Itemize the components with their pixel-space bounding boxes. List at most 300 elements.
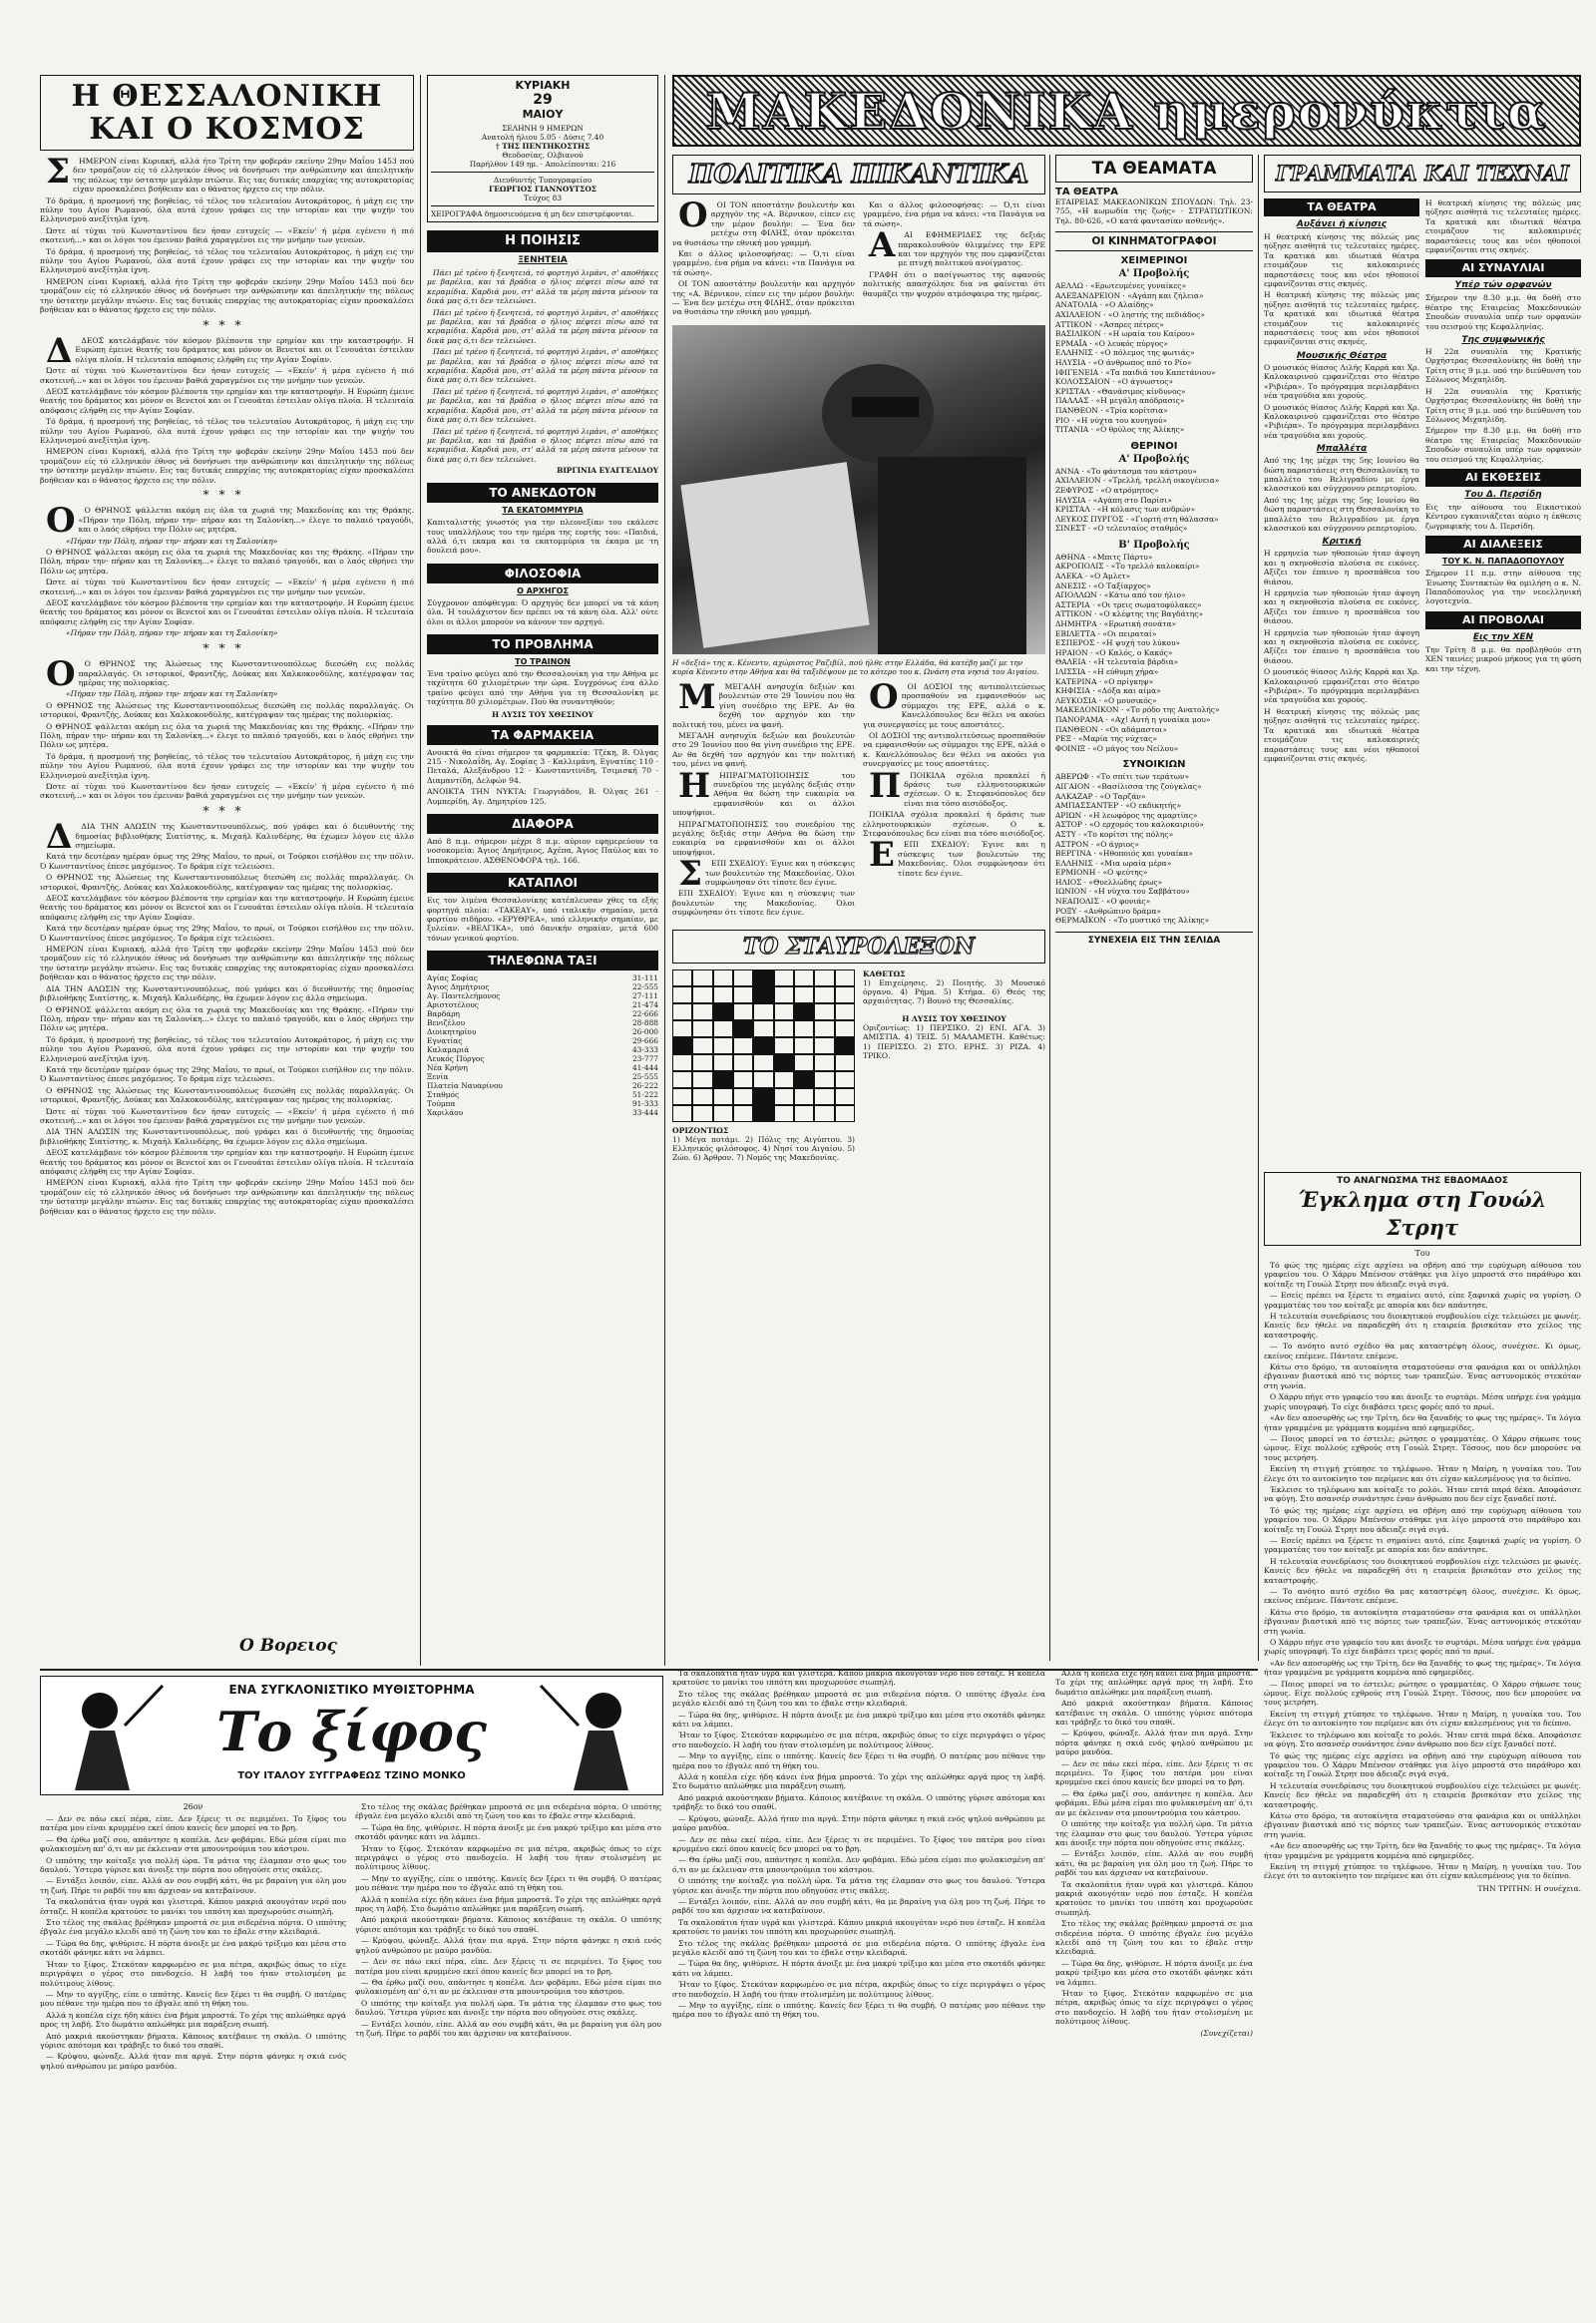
crossword-cell[interactable] xyxy=(672,969,692,986)
xifos-p9b: — Μην το αγγίξης, είπε ο ιππότης. Κανείς δεν ξέρει τι θα συμβή. Ο πατέρας μου πέθανε την ημέρα που το έβγαλε από τη θήκη του. xyxy=(355,1873,661,1893)
xifos-column-2 xyxy=(355,1802,661,2299)
crossword-cell[interactable] xyxy=(672,1054,692,1071)
anagnosma-title-main: Έγκλημα στη Γουώλ Στρητ xyxy=(1298,1187,1547,1240)
crossword-cell[interactable] xyxy=(692,1037,712,1054)
xifos-column-3 xyxy=(672,1669,1045,2299)
crossword-cell[interactable] xyxy=(835,986,855,1003)
politika-text-3: ΑΙ ΕΦΗΜΕΡΙΔΕΣ της δεξιάς παρακολουθούν θλιμμένες την ΕΡΕ και τον αρχηγόν της που εμφανίζεται με πτυχή πολιτικού ανοίγματος. xyxy=(898,230,1045,268)
anekdoton-title: ΤΟ ΑΝΕΚΔΟΤΟΝ xyxy=(427,483,658,503)
taxi-row xyxy=(427,1036,658,1045)
crossword-cell[interactable] xyxy=(672,1071,692,1088)
thessaloniki-p3d: Ώστε αί τύχαι τού Κωνσταντίνου δεν ήσαν ευτυχείς — «Εκείν' ή μέρα εγένετο ή πιό σκοτεινή...» και οι λόγοι του έμειναν βαθιά χαραγμένοι εις την μνήμην των γενεών. xyxy=(40,781,414,801)
xifos-p1: — Δεν σε πάω εκεί πέρα, είπε. Δεν ξέρεις τι σε περιμένει. Το ξίφος του πατέρα μου είναι κρυμμένο εκεί όπου κανείς δεν μπορεί να το βρη. xyxy=(40,1814,346,1833)
crossword-cell[interactable] xyxy=(814,1054,834,1071)
anagnosma-title-box xyxy=(1264,1172,1581,1246)
anagnosma-next: ΤΗΝ ΤΡΙΤΗΝ: Η συνέχεια. xyxy=(1477,1883,1581,1893)
politika-text-5: ΟΙ ΔΟΣΙΟΙ της αντιπολιτεύσεως προσπαθούν να εμφανισθούν ως σύμμαχοι της ΕΡΕ, αλλά ο κ. Κανελλόπουλος δεν θέλει να ακούει για συνεργασίες με τους αποστάτες. xyxy=(863,681,1045,729)
politika-text-9: ΕΠΙ ΣΧΕΔΙΟΥ: Έγινε και η σύσκεψις των βουλευτών της Μακεδονίας. Όλοι συμφώνησαν ότι τίποτε δεν έγινε. xyxy=(705,859,855,887)
taxi-row xyxy=(427,973,658,982)
crossword-cell[interactable] xyxy=(814,1088,834,1105)
xifos-p1b: — Δεν σε πάω εκεί πέρα, είπε. Δεν ξέρεις τι σε περιμένει. Το ξίφος του πατέρα μου είναι κρυμμένο εκεί όπου κανείς δεν μπορεί να το βρη. xyxy=(355,1957,661,1976)
cinema-entry: ΑΚΡΟΠΟΛΙΣ · «Το τρελλό καλοκαίρι» xyxy=(1055,562,1200,572)
poetry-body xyxy=(427,268,658,464)
taxi-phone-list xyxy=(427,973,658,1117)
anagnosma-body xyxy=(1264,1261,1581,1881)
crossword-cell[interactable] xyxy=(774,1105,794,1122)
xifos-p8: Ήταν το ξίφος. Στεκόταν καρφωμένο σε μια πέτρα, ακριβώς όπως το είχε περιγράψει ο γέρος στο πανδοχείο. Η λαβή του ήταν στολισμένη με πολύτιμους λίθους. xyxy=(40,1959,346,1988)
anagnosma-p3b: Η τελευταία συνεδρίασις του διοικητικού συμβουλίου είχε τελειώσει με φωνές. Κανείς δεν ήθελε να παραδεχθή ότι η εταιρεία βρισκόταν στο χείλος της καταστροφής. xyxy=(1264,1556,1581,1585)
thessaloniki-p4: ΔΕΟΣ κατελάμβανε τόν κόσμον βλέποντα την ερημίαν και την καταστροφήν. Η Ευρώπη έμεινε θεατής του δράματος και μόνον οι Βενετοί και οι Γενουάται έστειλαν ολίγα πλοία. Η τελευταία απόφασις ελήφθη εις την Αγίαν Σοφίαν. xyxy=(75,335,414,364)
crossword-cell[interactable] xyxy=(774,1071,794,1088)
xifos-p11c: Από μακριά ακούστηκαν βήματα. Κάποιος κατέβαινε τη σκάλα. Ο ιππότης γύρισε απότομα και τράβηξε το δικό του σπαθί. xyxy=(672,1792,1045,1812)
anagnosma-p9c: Εκείνη τη στιγμή χτύπησε το τηλέφωνο. Ήταν η Μαίρη, η γυναίκα του. Του έλεγε ότι το αυτοκίνητο τον περίμενε και ότι είχαν καλεσμένους για το δείπνο. xyxy=(1264,1861,1581,1881)
taxi-row xyxy=(427,1090,658,1099)
crossword-cell[interactable] xyxy=(753,1071,773,1088)
crossword-cell[interactable] xyxy=(774,1054,794,1071)
cinema-entry: ΠΑΝΘΕΟΝ · «Τρία κορίτσια» xyxy=(1055,405,1168,415)
crossword-cell[interactable] xyxy=(733,1054,753,1071)
crossword-cell[interactable] xyxy=(835,1037,855,1054)
cinema-entry: ΑΤΤΙΚΟΝ · «Άσπρες πέτρες» xyxy=(1055,319,1164,329)
crossword-cell[interactable] xyxy=(774,986,794,1003)
thessaloniki-signature: Ο Βορειος xyxy=(239,1636,337,1656)
column-rule xyxy=(1049,155,1050,1661)
kritiki-text: Η ερμηνεία των ηθοποιών ήταν άψογη και η σκηνοθεσία πλούσια σε εικόνες. Αξίζει τον έπαινο η προσπάθεια του θιάσου. xyxy=(1264,549,1419,586)
crossword-cell[interactable] xyxy=(835,969,855,986)
issue-number: Τεύχος 83 xyxy=(523,194,563,202)
xifos-p9c: — Μην το αγγίξης, είπε ο ιππότης. Κανείς δεν ξέρει τι θα συμβή. Ο πατέρας μου πέθανε την ημέρα που το έβγαλε από τη θήκη του. xyxy=(672,1751,1045,1770)
taxi-stand-name: Λευκός Πύργος xyxy=(427,1054,485,1064)
cinema-entry: ΑΕΛΛΩ · «Ερωτευμένες γυναίκες» xyxy=(1055,281,1187,291)
crossword-cell[interactable] xyxy=(692,1088,712,1105)
provoles-sub: Εις την ΧΕΝ xyxy=(1472,631,1534,642)
crossword-cell[interactable] xyxy=(733,1088,753,1105)
crossword-cell[interactable] xyxy=(794,1003,814,1020)
thessaloniki-p5b: Ο ΘΡΗΝΟΣ ψάλλεται ακόμη εις όλα τα χωριά της Μακεδονίας και της Θράκης. «Πήραν την Πόλη, πήραν την· πήραν και τη Σαλονίκη...» έλεγε το παλαιό τραγούδι, και ο λαός εθρήνει την Πόλιν ως μητέρα. xyxy=(40,548,414,576)
crossword-cell[interactable] xyxy=(753,986,773,1003)
crossword-cell[interactable] xyxy=(835,1105,855,1122)
xifos-p10b: Αλλά η κοπέλα είχε ήδη κάνει ένα βήμα μπροστά. Το χέρι της απλώθηκε αργά προς τη λαβή. Στο δωμάτιο απλώθηκε μια παράξενη σιωπή. xyxy=(355,1894,661,1914)
crossword-cell[interactable] xyxy=(753,1054,773,1071)
thessaloniki-p7c: ΔΙΑ ΤΗΝ ΑΛΩΣΙΝ της Κωνσταντινουπόλεως, πού γράφει και ό διευθυντής της δημοσίας βιβλιοθήκης Σιατίστης, κ. Μιχαήλ Καλινδέρης, θα έχωμεν λόγον εις άλλο σημείωμα. xyxy=(40,1127,414,1146)
separator-stars: *** xyxy=(202,640,251,655)
date-day: ΚΥΡΙΑΚΗ xyxy=(515,79,571,92)
separator-stars: *** xyxy=(202,317,251,332)
taxi-stand-name: Εγνατίας xyxy=(427,1036,463,1046)
crossword-cell[interactable] xyxy=(713,1037,733,1054)
crossword-cell[interactable] xyxy=(733,1071,753,1088)
politika-text-2: Και ο άλλος φιλοσοφήσας: — Ό,τι είναι γραμμένο, ένα ρήμα να κάνει: «τα Πανάγια να τά σώση». xyxy=(672,249,855,277)
synoikia-cinema-list xyxy=(1055,772,1253,926)
thessaloniki-verse: «Πήραν την Πόλη, πήραν την· πήραν και τη Σαλονίκη» xyxy=(66,536,278,546)
xifos-p11d: Από μακριά ακούστηκαν βήματα. Κάποιος κατέβαινε τη σκάλα. Ο ιππότης γύρισε απότομα και τράβηξε το δικό του σπαθί. xyxy=(1055,1699,1253,1728)
crossword-cell[interactable] xyxy=(692,969,712,986)
crossword-cell[interactable] xyxy=(713,1105,733,1122)
taxi-stand-name: Αριστοτέλους xyxy=(427,1000,479,1010)
crossword-cell[interactable] xyxy=(814,1003,834,1020)
thessaloniki-verse-3: «Πήραν την Πόλη, πήραν την· πήραν και τη Σαλονίκη» xyxy=(66,689,278,699)
mpaleta-text: Από της 1ης μέχρι της 5ης Ιουνίου θα δώση παραστάσεις στη Θεσσαλονίκη το μπαλλέτο του Βελιγραδίου με έργα κλασσικού και σύγχρονου ρεπερτορίου. xyxy=(1264,456,1419,494)
crossword-cell[interactable] xyxy=(835,1003,855,1020)
taxi-row xyxy=(427,1045,658,1054)
thessaloniki-title-2: ΚΑΙ Ο ΚΟΣΜΟΣ xyxy=(89,112,365,147)
crossword-cell[interactable] xyxy=(835,1088,855,1105)
taxi-phone-number: 41-444 xyxy=(631,1063,658,1073)
crossword-cell[interactable] xyxy=(733,1020,753,1037)
thessaloniki-body xyxy=(40,152,414,1216)
anagnosma-p10: Έκλεισε το τηλέφωνο και κοίταξε το ρολόι. Ήταν επτά παρά δέκα. Αποφάσισε να φύγη. Στο ασανσέρ συνάντησε έναν άνθρωπο που δεν είχε ξαναδεί ποτέ. xyxy=(1264,1484,1581,1504)
cinema-entry: ΑΘΗΝΑ · «Μπιτς Πάρτυ» xyxy=(1055,552,1153,562)
xifos-next: (Συνεχίζεται) xyxy=(1200,2028,1253,2038)
summer-cinema-list xyxy=(1055,467,1253,534)
thessaloniki-p5c: Ο ΘΡΗΝΟΣ ψάλλεται ακόμη εις όλα τα χωριά της Μακεδονίας και της Θράκης. «Πήραν την Πόλη, πήραν την· πήραν και τη Σαλονίκη...» έλεγε το παλαιό τραγούδι, και ο λαός εθρήνει την Πόλιν ως μητέρα. xyxy=(40,721,414,750)
crossword-cell[interactable] xyxy=(753,1037,773,1054)
xifos-p4: — Εντάξει λοιπόν, είπε. Αλλά αν σου συμβή κάτι, θα με βαραίνη για όλη μου τη ζωή. Πήρε το ραβδί του και άρχισαν να κατεβαίνουν. xyxy=(40,1876,346,1895)
anagnosma-chapter: Του xyxy=(1414,1249,1430,1258)
taxi-stand-name: Βαρδάρη xyxy=(427,1009,460,1019)
crossword-cell[interactable] xyxy=(672,986,692,1003)
anagnosma-p4: — Το ανόητο αυτό σχέδιο θα μας καταστρέψη όλους, συνέχισε. Κι όμως, εκείνος επέμενε. Πάντοτε επέμενε. xyxy=(1264,1342,1581,1360)
grammata-theatra-text-2: Η θεατρική κίνησις της πόλεώς μας ηύξησε αισθητά τις τελευταίες ημέρες. Τα κρατικά και ιδιωτικά θέατρα ετοιμάζουν τις καλοκαιρινές παραστάσεις τους και νέοι ηθοποιοί εμφανίζονται στις σκηνές. xyxy=(1264,290,1419,347)
cinema-entry: ΑΛΚΑΖΑΡ · «Ο Ταρζάν» xyxy=(1055,791,1146,801)
xifos-banner xyxy=(40,1676,663,1795)
cinema-entry: ΑΝΝΑ · «Το φάντασμα του κάστρου» xyxy=(1055,466,1197,476)
provlima-title: ΤΟ ΠΡΟΒΛΗΜΑ xyxy=(427,634,658,654)
taxi-phone-number: 51-222 xyxy=(631,1090,658,1100)
taxi-stand-name: Χαριλάου xyxy=(427,1108,464,1118)
provoles-title: ΑΙ ΠΡΟΒΟΛΑΙ xyxy=(1425,611,1581,629)
crossword-grid[interactable] xyxy=(672,969,855,1122)
tilefona-title: ΤΗΛΕΦΩΝΑ ΤΑΞΙ xyxy=(427,951,658,970)
taxi-stand-name: Νέα Κρήνη xyxy=(427,1063,468,1073)
crossword-cell[interactable] xyxy=(692,1105,712,1122)
anagnosma-p4b: — Το ανόητο αυτό σχέδιο θα μας καταστρέψη όλους, συνέχισε. Κι όμως, εκείνος επέμενε. Πάντοτε επέμενε. xyxy=(1264,1587,1581,1606)
winter-cinema-list xyxy=(1055,281,1253,435)
politika-text-1: ΟΙ ΤΟΝ αποστάτην βουλευτήν και αρχηγόν της «Α. Βέρνικον, είπεν εις την μέρον βουλήν: — Ένα δεν μετέχω στη ΦΙΛΗΣ, όταν πρόκειται να θυσιάσω την εθνική μου γραμμή. xyxy=(672,200,855,247)
kritiki-text-2: Η ερμηνεία των ηθοποιών ήταν άψογη και η σκηνοθεσία πλούσια σε εικόνες. Αξίζει τον έπαινο η προσπάθεια του θιάσου. xyxy=(1264,588,1419,626)
thessaloniki-p7b: ΔΙΑ ΤΗΝ ΑΛΩΣΙΝ της Κωνσταντινουπόλεως, πού γράφει και ό διευθυντής της δημοσίας βιβλιοθήκης Σιατίστης, κ. Μιχαήλ Καλινδέρης, θα έχωμεν λόγον εις άλλο σημείωμα. xyxy=(40,983,414,1003)
crossword-cell[interactable] xyxy=(692,986,712,1003)
mousiki-title: Μουσικής Θέατρα xyxy=(1296,350,1388,361)
crossword-cell[interactable] xyxy=(753,1088,773,1105)
synavlies-text-2: Σήμερον την 8.30 μ.μ. θα δοθή στο θέατρο της Εταιρείας Μακεδονικών Σπουδών συναυλία υπέρ των ορφανών του σεισμού της Κεφαλληνίας. xyxy=(1425,426,1581,464)
grammata-section xyxy=(1264,155,1581,1167)
anekdoton-subtitle: ΤΑ ΕΚΑΤΟΜΜΥΡΙΑ xyxy=(502,506,584,516)
xifos-column-1 xyxy=(40,1802,346,2299)
separator-stars: *** xyxy=(202,803,251,818)
crossword-cell[interactable] xyxy=(713,969,733,986)
crossword-cell[interactable] xyxy=(713,1088,733,1105)
crossword-cell[interactable] xyxy=(814,969,834,986)
taxi-stand-name: Καλαμαριά xyxy=(427,1045,470,1055)
crossword-cell[interactable] xyxy=(753,969,773,986)
cinema-entry: ΗΡΑΙΟΝ · «Ο Καλός, ο Κακός» xyxy=(1055,647,1173,657)
thessaloniki-title-box xyxy=(40,75,414,151)
politika-title: ΠΟΛΙΤΙΚΑ ΠΙΚΑΝΤΙΚΑ xyxy=(672,155,1045,194)
dropcap: Ο xyxy=(46,501,76,542)
crossword-cell[interactable] xyxy=(753,1020,773,1037)
grammata-intro: Η θεατρική κίνησις της πόλεώς μας ηύξησε αισθητά τις τελευταίες ημέρες. Τα κρατικά και ιδιωτικά θέατρα ετοιμάζουν τις καλοκαιρινές παραστάσεις τους και νέοι ηθοποιοί εμφανίζονται στις σκηνές. xyxy=(1425,198,1581,255)
date-number: 29 xyxy=(533,92,553,108)
xifos-p10c: Αλλά η κοπέλα είχε ήδη κάνει ένα βήμα μπροστά. Το χέρι της απλώθηκε αργά προς τη λαβή. Στο δωμάτιο απλώθηκε μια παράξενη σιωπή. xyxy=(672,1772,1045,1791)
filosofia-title: ΦΙΛΟΣΟΦΙΑ xyxy=(427,564,658,583)
crossword-cell[interactable] xyxy=(692,1071,712,1088)
crossword-cell[interactable] xyxy=(753,1105,773,1122)
theatra-text: ΕΤΑΙΡΕΙΑΣ ΜΑΚΕΔΟΝΙΚΩΝ ΣΠΟΥΔΩΝ: Τηλ. 23-755, «Η κωμωδία της ζωής» · ΣΤΡΑΤΙΩΤΙΚΟΝ: Τηλ. 80-626, «Ο κατά φαντασίαν ασθενής». xyxy=(1055,197,1253,225)
diafora-title: ΔΙΑΦΟΡΑ xyxy=(427,814,658,834)
crossword-cell[interactable] xyxy=(774,1020,794,1037)
crossword-horizontal-label: ΟΡΙΖΟΝΤΙΩΣ xyxy=(672,1125,729,1135)
crossword-cell[interactable] xyxy=(794,986,814,1003)
thessaloniki-p3b: Ώστε αί τύχαι τού Κωνσταντίνου δεν ήσαν ευτυχείς — «Εκείν' ή μέρα εγένετο ή πιό σκοτεινή...» και οι λόγοι του έμειναν βαθιά χαραγμένοι εις την μνήμην των γενεών. xyxy=(40,366,414,385)
xifos-p3b: Ο ιππότης την κοίταξε για πολλή ώρα. Τα μάτια της έλαμπαν στο φως του δαυλού. Ύστερα γύρισε και άνοιξε την πόρτα που οδηγούσε στις σκάλες. xyxy=(355,1998,661,2018)
provoles-text: Την Τρίτη 8 μ.μ. θα προβληθούν στη ΧΕΝ ταινίες μικρού μήκους για τη φύση και την τέχνη. xyxy=(1425,644,1581,673)
poetry-title: Η ΠΟΙΗΣΙΣ xyxy=(427,230,658,252)
dropcap: Ο xyxy=(869,676,899,717)
date-moon: ΣΕΛΗΝΗ 9 ΗΜΕΡΩΝ xyxy=(502,124,584,133)
anagnosma-p1c: Τό φώς της ημέρας είχε αρχίσει να σβήνη από την ευρύχωρη αίθουσα του γραφείου του. Ο Χάρρυ Μπένσον στάθηκε για λίγο μπροστά στο παράθυρο και κοίταξε τη Γουώλ Στρητ που άδειαζε σιγά σιγά. xyxy=(1264,1750,1581,1779)
dropcap: Δ xyxy=(46,330,73,371)
thessaloniki-p8: Κατά την δευτέραν ημέραν όμως της 29ης Μαΐου, το πρωί, οι Τούρκοι εισήλθον εις την πόλιν. Ό Κωνσταντίνος έπεσε μαχόμενος. Το δράμα είχε τελειώσει. xyxy=(40,852,414,871)
crossword-cell[interactable] xyxy=(774,969,794,986)
crossword-cell[interactable] xyxy=(814,1071,834,1088)
cinema-entry: ΖΕΦΥΡΟΣ · «Ο ατρόμητος» xyxy=(1055,485,1159,495)
crossword-cell[interactable] xyxy=(713,1003,733,1020)
cinema-entry: ΕΛΛΗΝΙΣ · «Μια ωραία μέρα» xyxy=(1055,858,1172,868)
thessaloniki-p1e: ΗΜΕΡΟΝ είναι Κυριακή, αλλά ήτο Τρίτη την φοβεράν εκείνην 29ην Μαΐου 1453 πού δεν τρομάζουν είς τό ελληνικόν έθνος νά δονήσωσι την ανθρώπινην και άπειλητικήν της πόλεως την ύστατην μεγάλην πτώσιν. Εις τας δυτικάς επαρχίας της αυτοκρατορίας είχαν προσκαλέσει βοήθειαν και ο θάνατος ήρχετο εις την πόλιν. xyxy=(40,1178,414,1216)
taxi-phone-number: 91-333 xyxy=(631,1099,658,1109)
xifos-title: Το ξίφος xyxy=(216,1700,487,1763)
news-photo xyxy=(672,325,1045,654)
date-month: ΜΑΙΟΥ xyxy=(522,108,564,121)
crossword-cell[interactable] xyxy=(733,1037,753,1054)
grammata-theatra-text: Η θεατρική κίνησις της πόλεώς μας ηύξησε αισθητά τις τελευταίες ημέρες. Τα κρατικά και ιδιωτικά θέατρα ετοιμάζουν τις καλοκαιρινές παραστάσεις τους και νέοι ηθοποιοί εμφανίζονται στις σκηνές. xyxy=(1264,232,1419,289)
crossword-cell[interactable] xyxy=(713,986,733,1003)
crossword-cell[interactable] xyxy=(692,1054,712,1071)
thessaloniki-verse-2: «Πήραν την Πόλη, πήραν την· πήραν και τη Σαλονίκη» xyxy=(66,628,278,638)
dropcap: Ο xyxy=(678,195,708,235)
cinema-entry: ΑΣΤΕΡΙΑ · «Οι τρεις σωματοφύλακες» xyxy=(1055,599,1202,609)
taxi-stand-name: Βενιζέλου xyxy=(427,1018,466,1028)
xifos-p10d: Αλλά η κοπέλα είχε ήδη κάνει ένα βήμα μπροστά. Το χέρι της απλώθηκε αργά προς τη λαβή. Στο δωμάτιο απλώθηκε μια παράξενη σιωπή. xyxy=(1055,1669,1253,1697)
politika-text-8: ΠΟΙΚΙΛΑ σχόλια προκαλεί ή δράσις των ελληνοτουρκικών σχέσεων. Ο κ. Στεφανόπουλος δεν είναι πια τόσο αισιόδοξος. xyxy=(904,770,1045,808)
xifos-p5d: Τα σκαλοπάτια ήταν υγρά και γλιστερά. Κάπου μακριά ακουγόταν νερό που έσταζε. Η κοπέλα κρατούσε το μανίκι του ιππότη και προχωρούσε σιωπηλή. xyxy=(1055,1879,1253,1917)
thessaloniki-p3e: Ώστε αί τύχαι τού Κωνσταντίνου δεν ήσαν ευτυχείς — «Εκείν' ή μέρα εγένετο ή πιό σκοτεινή...» και οι λόγοι του έμειναν βαθιά χαραγμένοι εις την μνήμην των γενεών. xyxy=(40,1106,414,1125)
crossword-cell[interactable] xyxy=(794,1037,814,1054)
cinema-entry: ΑΣΤΡΟΝ · «Ο άγριος» xyxy=(1055,839,1139,849)
politika-text-8b: ΠΟΙΚΙΛΑ σχόλια προκαλεί ή δράσις των ελληνοτουρκικών σχέσεων. Ο κ. Στεφανόπουλος δεν είναι πια τόσο αισιόδοξος. xyxy=(863,810,1045,838)
xifos-p12d: — Κρύψου, φώναξε. Αλλά ήταν πια αργά. Στην πόρτα φάνηκε η σκιά ενός ψηλού ανθρώπου με μαύρο μανδύα. xyxy=(1055,1729,1253,1757)
dropcap: Ε xyxy=(869,835,895,876)
cinema-entry: ΑΙΓΑΙΟΝ · «Βασίλισσα της ζούγκλας» xyxy=(1055,781,1202,791)
cinema-entry: ΗΛΥΣΙΑ · «Ο άνθρωπος από το Ρίο» xyxy=(1055,357,1192,367)
continue-note: ΣΥΝΕΧΕΙΑ ΕΙΣ ΤΗΝ ΣΕΛΙΔΑ xyxy=(1055,932,1253,946)
provlima-subtitle: ΤΟ ΤΡΑΙΝΟΝ xyxy=(515,656,571,666)
xifos-p6c: Στο τέλος της σκάλας βρέθηκαν μπροστά σε μια σιδερένια πόρτα. Ο ιππότης έβγαλε ένα μεγάλο κλειδί από τη ζώνη του και το έβαλε στην κλειδαριά. xyxy=(672,1689,1045,1709)
synavlies-text: Σήμερον την 8.30 μ.μ. θα δοθή στο θέατρο της Εταιρείας Μακεδονικών Σπουδών συναυλία υπέρ των ορφανών του σεισμού της Κεφαλληνίας. xyxy=(1425,293,1581,331)
crossword-solution-title: Η ΛΥΣΙΣ ΤΟΥ ΧΘΕΣΙΝΟΥ xyxy=(902,1013,1006,1023)
crossword-cell[interactable] xyxy=(672,1088,692,1105)
cinema-entry: ΡΕΞ · «Μαρία της νύχτας» xyxy=(1055,734,1157,744)
crossword-cell[interactable] xyxy=(713,1054,733,1071)
thessaloniki-p2c: Τό δράμα, ή προσμονή της βοηθείας, τό τέλος του τελευταίου Αυτοκράτορος, ή μάχη εις την πύλην του Αγίου Ρωμανού, όλα αυτά έχουν γράφει εις την ιστορίαν και την ψυχήν του Ελληνισμού ανεξίτηλα ίχνη. xyxy=(40,417,414,445)
crossword-cell[interactable] xyxy=(835,1020,855,1037)
xifos-p7: — Τώρα θα δης, ψιθύρισε. Η πόρτα άνοιξε με ένα μακρύ τρίξιμο και μέσα στο σκοτάδι φάνηκε κάτι να λάμπει. xyxy=(40,1938,346,1958)
cinema-entry: ΝΕΑΠΟΛΙΣ · «Ο φονιάς» xyxy=(1055,897,1151,907)
anagnosma-p5b: Κάτω στο δρόμο, τα αυτοκίνητα σταματούσαν στα φανάρια και οι υπάλληλοι έβγαιναν βιαστικά από τις πόρτες των τραπεζών. Ένας αστυνομικός στεκόταν στη γωνία. xyxy=(1264,1607,1581,1636)
taxi-phone-number: 43-333 xyxy=(631,1045,658,1055)
date-box xyxy=(427,75,658,222)
xifos-p7c: — Τώρα θα δης, ψιθύρισε. Η πόρτα άνοιξε με ένα μακρύ τρίξιμο και μέσα στο σκοτάδι φάνηκε κάτι να λάμπει. xyxy=(672,1710,1045,1730)
cinema-entry: ΜΑΚΕΔΟΝΙΚΟΝ · «Το ρόδο της Ανατολής» xyxy=(1055,705,1220,715)
xifos-p11b: Από μακριά ακούστηκαν βήματα. Κάποιος κατέβαινε τη σκάλα. Ο ιππότης γύρισε απότομα και τράβηξε το δικό του σπαθί. xyxy=(355,1915,661,1934)
xifos-p4c: — Εντάξει λοιπόν, είπε. Αλλά αν σου συμβή κάτι, θα με βαραίνη για όλη μου τη ζωή. Πήρε το ραβδί του και άρχισαν να κατεβαίνουν. xyxy=(672,1896,1045,1916)
taxi-row xyxy=(427,1018,658,1027)
anagnosma-p7c: «Αν δεν αποσυρθής ως την Τρίτη, δεν θα ξαναδής το φως της ημέρας». Τα λόγια ήταν γραμμένα με γράμματα κομμένα από εφημερίδες. xyxy=(1264,1841,1581,1860)
xifos-p8d: Ήταν το ξίφος. Στεκόταν καρφωμένο σε μια πέτρα, ακριβώς όπως το είχε περιγράψει ο γέρος στο πανδοχείο. Η λαβή του ήταν στολισμένη με πολύτιμους λίθους. xyxy=(672,1980,1045,1999)
crossword-cell[interactable] xyxy=(753,1003,773,1020)
cinema-entry: ΕΣΠΕΡΟΣ · «Η ψυχή του λύκου» xyxy=(1055,638,1181,648)
cinema-entry: ΑΧΙΛΛΕΙΟΝ · «Ο ληστής της πεδιάδος» xyxy=(1055,310,1205,319)
crossword-cell[interactable] xyxy=(672,1020,692,1037)
summer-a-proboli: Α' Προβολής xyxy=(1118,453,1190,465)
cinema-entry: ΚΡΙΣΤΑΛ · «Η κόλασις των ανδρών» xyxy=(1055,505,1196,515)
cinema-entry: ΙΩΝΙΟΝ · «Η νύχτα του Σαββάτου» xyxy=(1055,887,1190,897)
crossword-cell[interactable] xyxy=(814,1020,834,1037)
crossword-cell[interactable] xyxy=(733,969,753,986)
cinema-entry: ΑΣΤΥ · «Το κορίτσι της πόλης» xyxy=(1055,829,1174,839)
b-proboli-label: Β' Προβολής xyxy=(1118,539,1190,551)
taxi-row xyxy=(427,1009,658,1018)
winter-label: ΧΕΙΜΕΡΙΝΟΙ xyxy=(1120,255,1188,267)
xifos-p2c: — Θα έρθω μαζί σου, απάντησε η κοπέλα. Δεν φοβάμαι. Εδώ μέσα είμαι πιο φυλακισμένη απ' ό,τι αν με έκλειναν στα μπουντρούμια του κάστρου. xyxy=(672,1855,1045,1874)
crossword-cell[interactable] xyxy=(794,1020,814,1037)
taxi-phone-number: 33-444 xyxy=(631,1108,658,1118)
thessaloniki-title-1: Η ΘΕΣΣΑΛΟΝΙΚΗ xyxy=(71,79,383,114)
crossword-cell[interactable] xyxy=(713,1071,733,1088)
cinema-entry: ΙΛΙΣΣΙΑ · «Η εύθυμη χήρα» xyxy=(1055,667,1159,676)
crossword-cell[interactable] xyxy=(692,1003,712,1020)
crossword-cell[interactable] xyxy=(814,986,834,1003)
separator-stars: *** xyxy=(202,488,251,502)
poetry-subtitle: ΞΕΝΗΤΕΙΑ xyxy=(518,255,568,265)
anagnosma-p2b: — Εσείς πρέπει να ξέρετε τι σημαίνει αυτό, είπε ξαφνικά χωρίς να γυρίση. Ο γραμματέας του τον κοίταξε με απορία και δεν απάντησε. xyxy=(1264,1535,1581,1555)
dropcap: Α xyxy=(869,225,896,266)
symfoniki-title: Της συμφωνικής xyxy=(1461,335,1545,346)
poem-author: ΒΙΡΓΙΝΙΑ ΕΥΑΓΓΕΛΙΔΟΥ xyxy=(557,466,658,476)
cinema-entry: ΠΑΝΟΡΑΜΑ · «Αχ! Αυτή η γυναίκα μου» xyxy=(1055,714,1211,724)
anagnosma-title-top: ΤΟ ΑΝΑΓΝΩΣΜΑ ΤΗΣ ΕΒΔΟΜΑΔΟΣ xyxy=(1337,1176,1508,1186)
xifos-p1d: — Δεν σε πάω εκεί πέρα, είπε. Δεν ξέρεις τι σε περιμένει. Το ξίφος του πατέρα μου είναι κρυμμένο εκεί όπου κανείς δεν μπορεί να το βρη. xyxy=(1055,1758,1253,1787)
crossword-cell[interactable] xyxy=(794,969,814,986)
manuscripts-note: ΧΕΙΡΟΓΡΑΦΑ δημοσιευόμενα ή μη δεν επιστρέφονται. xyxy=(431,209,634,218)
cinema-entry: ΘΕΡΜΑΪΚΟΝ · «Το μυστικό της Άλίκης» xyxy=(1055,916,1210,926)
katapliloi-body: Εις τον λιμένα Θεσσαλονίκης κατέπλευσαν χθες τα εξής φορτηγά πλοία: «ΤΑΚΕΑΥ», υπό ιταλικήν σημαίαν, μετά φορτίου σιδήρου. «ΕΡΥΘΡΕΑ», υπό ελληνικήν σημαίαν, με ξυλείαν. «ΒΕΛΓΙΚΑ», υπό δανικήν σημαίαν, μετά 600 τόνων γενικού φορτίου. xyxy=(427,896,658,943)
crossword-vertical-label: ΚΑΘΕΤΩΣ xyxy=(863,968,906,978)
crossword-cell[interactable] xyxy=(774,1088,794,1105)
politika-text-2b: Και ο άλλος φιλοσοφήσας: — Ό,τι είναι γραμμένο, ένα ρήμα να κάνει: «τα Πανάγια να τά σώση». xyxy=(863,200,1045,228)
crossword-cell[interactable] xyxy=(733,986,753,1003)
dropcap: Ο xyxy=(46,654,76,695)
crossword-cell[interactable] xyxy=(713,1020,733,1037)
crossword-cell[interactable] xyxy=(814,1037,834,1054)
cinema-entry: ΦΟΙΝΙΞ · «Ο μάγος του Νείλου» xyxy=(1055,743,1179,753)
thessaloniki-p8c: Κατά την δευτέραν ημέραν όμως της 29ης Μαΐου, το πρωί, οι Τούρκοι εισήλθον εις την πόλιν. Ό Κωνσταντίνος έπεσε μαχόμενος. Το δράμα είχε τελειώσει. xyxy=(40,1064,414,1084)
taxi-stand-name: Αγ. Παντελεήμονος xyxy=(427,991,501,1001)
crossword-cell[interactable] xyxy=(794,1071,814,1088)
taxi-phone-number: 26-222 xyxy=(631,1081,658,1091)
farmakeia-body: Ανοικτά θα είναι σήμερον τα φαρμακεία: Τζέκη, Β. Όλγας 215 · Νικολαΐδη, Αγ. Σοφίας 3 · Καλλιμάνη, Εγνατίας 110 · Πεταλά, Αλεξάνδρου 12 · Κωνσταντινίδη, Τσιμισκή 70 · Διαμαντίδη, Δελφών 94. xyxy=(427,747,658,785)
cinema-entry: ΣΙΝΕΣΤ · «Ο τελευταίος σταθμός» xyxy=(1055,524,1188,534)
theamata-section xyxy=(1055,155,1253,1661)
crossword-cell[interactable] xyxy=(672,1037,692,1054)
cinema-entry: ΤΙΤΑΝΙΑ · «Ο θρύλος της Άλίκης» xyxy=(1055,425,1185,435)
crossword-cell[interactable] xyxy=(794,1054,814,1071)
farmakeia-title: ΤΑ ΦΑΡΜΑΚΕΙΑ xyxy=(427,725,658,745)
xifos-p8e: Ήταν το ξίφος. Στεκόταν καρφωμένο σε μια πέτρα, ακριβώς όπως το είχε περιγράψει ο γέρος στο πανδοχείο. Η λαβή του ήταν στολισμένη με πολύτιμους λίθους. xyxy=(1055,1989,1253,2027)
thessaloniki-p4d: ΔΕΟΣ κατελάμβανε τόν κόσμον βλέποντα την ερημίαν και την καταστροφήν. Η Ευρώπη έμεινε θεατής του δράματος και μόνον οι Βενετοί και οι Γενουάται έστειλαν ολίγα πλοία. Η τελευταία απόφασις ελήφθη εις την Αγίαν Σοφίαν. xyxy=(40,894,414,922)
crossword-cell[interactable] xyxy=(794,1105,814,1122)
grammata-theatra-title: ΤΑ ΘΕΑΤΡΑ xyxy=(1264,198,1419,216)
crossword-cell[interactable] xyxy=(672,1105,692,1122)
thessaloniki-p5d: Ο ΘΡΗΝΟΣ ψάλλεται ακόμη εις όλα τα χωριά της Μακεδονίας και της Θράκης. «Πήραν την Πόλη, πήραν την· πήραν και τη Σαλονίκη...» έλεγε το παλαιό τραγούδι, και ο λαός εθρήνει την Πόλιν ως μητέρα. xyxy=(40,1004,414,1033)
ekthesis-title: ΑΙ ΕΚΘΕΣΕΙΣ xyxy=(1425,469,1581,487)
cinema-entry: ΒΑΣΙΛΙΚΟΝ · «Η ωραία του Καίρου» xyxy=(1055,329,1195,339)
theamata-title: ΤΑ ΘΕΑΜΑΤΑ xyxy=(1055,155,1253,183)
crossword-cell[interactable] xyxy=(835,1071,855,1088)
crossword-cell[interactable] xyxy=(672,1003,692,1020)
poem-text-3: Πάει μέ τρένο ή ξενητειά, τό φορτηγό λιμάνι, σ' αποθήκες με βαρέλια, και τά βράδια ο ήλιος πέφτει πίσω από τα κεραμίδια. Καρδιά μου, στ' αλλά τα μέρη πάντα μένουν τα δικά μας ό,τι δεν τελειώνει. xyxy=(427,347,658,385)
crossword-cell[interactable] xyxy=(794,1088,814,1105)
taxi-phone-number: 21-474 xyxy=(631,1000,658,1010)
dropcap: Σ xyxy=(678,854,703,895)
grammata-theatra-text-3: Η θεατρική κίνησις της πόλεώς μας ηύξησε αισθητά τις τελευταίες ημέρες. Τα κρατικά και ιδιωτικά θέατρα ετοιμάζουν τις καλοκαιρινές παραστάσεις τους και νέοι ηθοποιοί εμφανίζονται στις σκηνές. xyxy=(1264,706,1419,763)
taxi-row xyxy=(427,982,658,991)
xifos-p7e: — Τώρα θα δης, ψιθύρισε. Η πόρτα άνοιξε με ένα μακρύ τρίξιμο και μέσα στο σκοτάδι φάνηκε κάτι να λάμπει. xyxy=(1055,1958,1253,1987)
taxi-stand-name: Τούμπα xyxy=(427,1099,456,1109)
crossword-cell[interactable] xyxy=(814,1105,834,1122)
taxi-phone-number: 25-555 xyxy=(631,1072,658,1082)
xifos-p6b: Στο τέλος της σκάλας βρέθηκαν μπροστά σε μια σιδερένια πόρτα. Ο ιππότης έβγαλε ένα μεγάλο κλειδί από τη ζώνη του και το έβαλε στην κλειδαριά. xyxy=(355,1802,661,1821)
anagnosma-p8b: — Ποιος μπορεί να το έστειλε; ρώτησε ο γραμματέας. Ο Χάρρυ σήκωσε τους ώμους. Είχε πολλούς εχθρούς στη Γουώλ Στρητ. Τόσους, που δεν μπορούσε να τους μετρήση. xyxy=(1264,1679,1581,1708)
crossword-cell[interactable] xyxy=(774,1003,794,1020)
crossword-cell[interactable] xyxy=(835,1054,855,1071)
cinema-entry: ΗΛΥΣΙΑ · «Αγάπη στο Παρίσι» xyxy=(1055,495,1172,505)
crossword-cell[interactable] xyxy=(733,1105,753,1122)
taxi-row xyxy=(427,1054,658,1063)
thessaloniki-p6c: Ο ΘΡΗΝΟΣ της Άλώσεως της Κωνσταντινουπόλεως διεσώθη εις πολλάς παραλλαγάς. Οι ιστορικοί, Φραντζής, Δούκας και Χαλκοκονδύλης, κατέγραψαν τας ημέρας της πολιορκίας. xyxy=(40,873,414,892)
anagnosma-p9: Εκείνη τη στιγμή χτύπησε το τηλέφωνο. Ήταν η Μαίρη, η γυναίκα του. Του έλεγε ότι το αυτοκίνητο τον περίμενε και ότι είχαν καλεσμένους για το δείπνο. xyxy=(1264,1464,1581,1483)
synoikia-label: ΣΥΝΟΙΚΙΩΝ xyxy=(1122,759,1186,771)
crossword-cell[interactable] xyxy=(774,1037,794,1054)
xifos-p10: Αλλά η κοπέλα είχε ήδη κάνει ένα βήμα μπροστά. Το χέρι της απλώθηκε αργά προς τη λαβή. Στο δωμάτιο απλώθηκε μια παράξενη σιωπή. xyxy=(40,2010,346,2030)
taxi-phone-number: 22-666 xyxy=(631,1009,658,1019)
crossword-cell[interactable] xyxy=(733,1003,753,1020)
poem-text: Πάει μέ τρένο ή ξενητειά, τό φορτηγό λιμάνι, σ' αποθήκες με βαρέλια, και τά βράδια ο ήλιος πέφτει πίσω από τα κεραμίδια. Καρδιά μου, στ' αλλά τα μέρη πάντα μένουν τα δικά μας ό,τι δεν τελειώνει. xyxy=(427,268,658,306)
politika-text-6b: ΜΕΓΑΛΗ ανησυχία δεξιών και βουλευτών στο 29 Ίουνίου που θα γίνη συνέδριο της ΕΡΕ. Αν θα δεχθή τον αρχηγόν και την πολιτική του, μένει να φανή. xyxy=(672,730,855,769)
grammata-theatra-sub: Αυξάνει ή κίνησις xyxy=(1296,219,1388,229)
crossword-solution: Οριζοντίως: 1) ΠΕΡΣΙΚΟ. 2) ΕΝΙ. ΑΓΑ. 3) ΑΜΙΣΤΙΑ. 4) ΤΕΙΣ. 5) ΜΑΛΑΜΕΤΗ. Καθέτως: 1) ΠΕΡΙΣΣΟ. 2) ΣΤΟ. ΕΡΗΣ. 3) ΡΙΖΑ. 4) ΤΡΙΚΟ. xyxy=(863,1022,1045,1061)
xifos-p2b: — Θα έρθω μαζί σου, απάντησε η κοπέλα. Δεν φοβάμαι. Εδώ μέσα είμαι πιο φυλακισμένη απ' ό,τι αν με έκλειναν στα μπουντρούμια του κάστρου. xyxy=(355,1977,661,1997)
crossword-cell[interactable] xyxy=(692,1020,712,1037)
xifos-p5b: Τα σκαλοπάτια ήταν υγρά και γλιστερά. Κάπου μακριά ακουγόταν νερό που έσταζε. Η κοπέλα κρατούσε το μανίκι του ιππότη και προχωρούσε σιωπηλή. xyxy=(672,1669,1045,1688)
cinema-entry: ΕΡΜΙΟΝΗ · «Ο ψεύτης» xyxy=(1055,868,1148,878)
politika-text-7b: ΗΠΡΑΓΜΑΤΟΠΟΙΗΣΙΣ του συνεδρίου της μεγάλης δεξιάς στην Αθήνα θα δώση την ευκαιρία να εμφανισθούν και οι άλλοι υποψήφιοι. xyxy=(672,819,855,857)
xifos-p3c: Ο ιππότης την κοίταξε για πολλή ώρα. Τα μάτια της έλαμπαν στο φως του δαυλού. Ύστερα γύρισε και άνοιξε την πόρτα που οδηγούσε στις σκάλες. xyxy=(672,1876,1045,1895)
xifos-p2: — Θα έρθω μαζί σου, απάντησε η κοπέλα. Δεν φοβάμαι. Εδώ μέσα είμαι πιο φυλακισμένη απ' ό,τι αν με έκλειναν στα μπουντρούμια του κάστρου. xyxy=(40,1834,346,1854)
cinema-entry: ΚΡΙΣΤΑΛ · «Θανάσιμος κίνδυνος» xyxy=(1055,386,1186,396)
taxi-row xyxy=(427,1072,658,1081)
